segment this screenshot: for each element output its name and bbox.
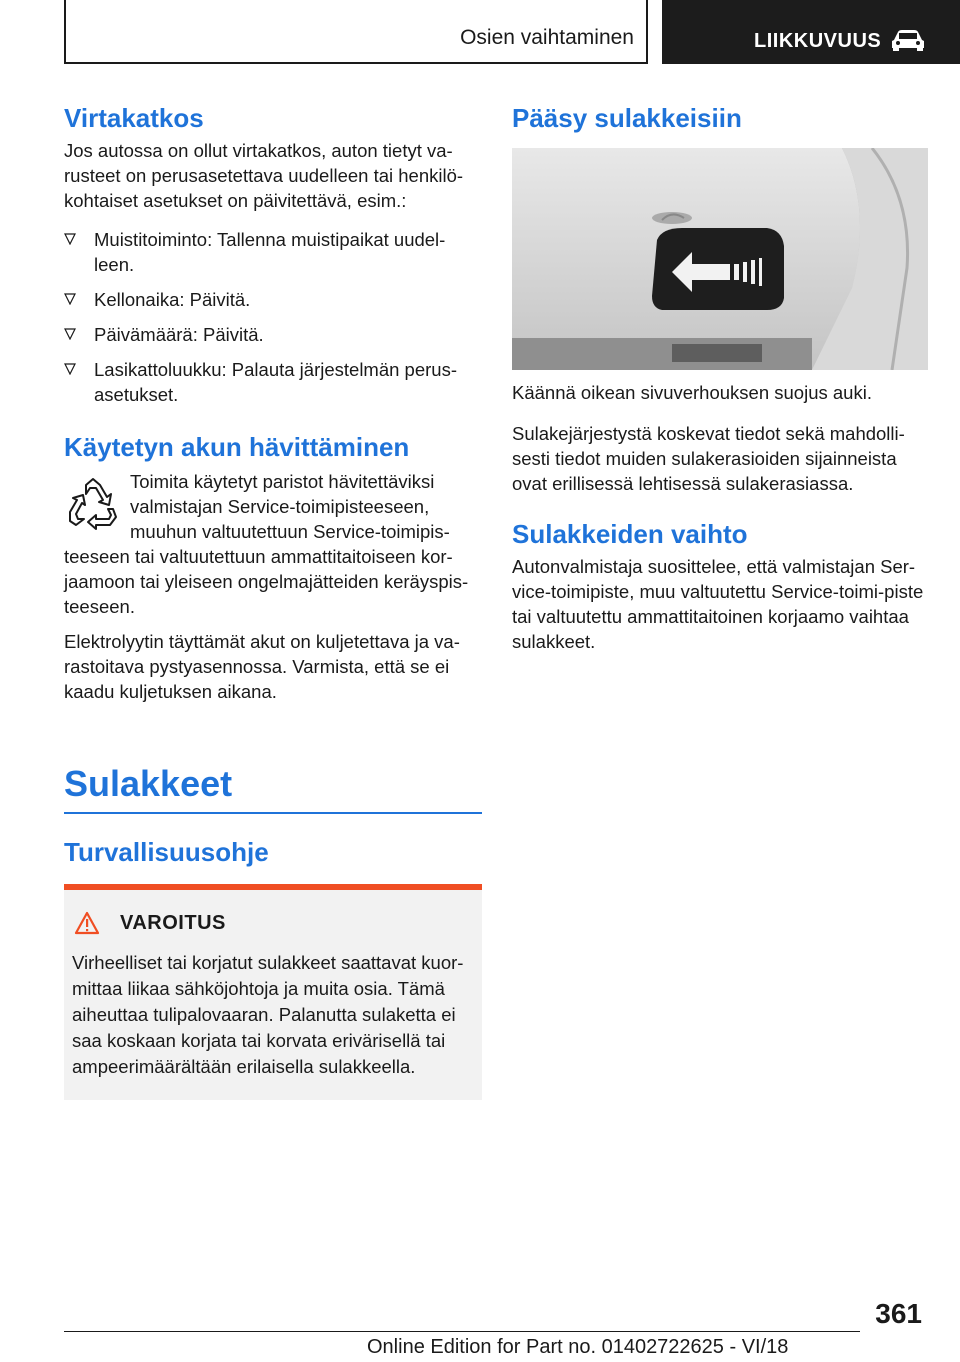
disposal-paragraph-2: Elektrolyytin täyttämät akut on kuljetettava ja va-rastoitava pystyasennossa. Varmista, että se ei kaadu kuljetuksen aikana.	[64, 631, 460, 702]
header-chapter-tab	[662, 0, 960, 64]
section-title-fuse-replace: Sulakkeiden vaihto	[512, 519, 748, 549]
list-item: Kellonaika: Päivitä.	[64, 287, 482, 312]
triangle-bullet-icon	[64, 233, 76, 245]
warning-box	[64, 884, 482, 1100]
photo-caption: Käännä oikean sivuverhouksen suojus auki.	[512, 382, 872, 403]
header-frame	[64, 0, 648, 64]
warning-triangle-icon	[74, 911, 100, 935]
triangle-bullet-icon	[64, 328, 76, 340]
footer-rule	[64, 1331, 860, 1332]
warning-title: VAROITUS	[120, 911, 226, 934]
section-title-fuse-access: Pääsy sulakkeisiin	[512, 103, 742, 133]
page-number: 361	[875, 1298, 922, 1329]
fuse-access-paragraph: Sulakejärjestystä koskevat tiedot sekä mahdolli-sesti tiedot muiden sulakerasioiden sijainneista ovat erillisessä lehtisessä sulakerasiassa.	[512, 423, 905, 494]
subsection-title-safety: Turvallisuusohje	[64, 837, 269, 867]
fuse-replace-paragraph: Autonvalmistaja suosittelee, että valmistajan Ser-vice-toimipiste, muu valtuutettu Service-toimi-piste tai valtuutettu ammattitaitoinen korjaamo vaihtaa sulakkeet.	[512, 556, 924, 652]
list-item: Muistitoiminto: Tallenna muistipaikat uudel-leen.	[64, 227, 482, 277]
fuse-cover-photo	[512, 148, 928, 370]
footer-edition: Online Edition for Part no. 01402722625 - VI/18	[367, 1336, 789, 1358]
right-column	[512, 100, 930, 654]
disposal-paragraph: Toimita käytetyt paristot hävitettäviksi valmistajan Service-toimipisteeseen, muuhun valtuutettuun Service-toimipis-teeseen tai valtuutettuun ammattitaitoiseen kor-jaamoon tai yleiseen ongelmajätteiden keräyspis-teeseen.	[64, 471, 469, 617]
section-title-virtakatkos: Virtakatkos	[64, 103, 204, 133]
triangle-bullet-icon	[64, 363, 76, 375]
list-item: Lasikattoluukku: Palauta järjestelmän perus-asetukset.	[64, 357, 482, 407]
fuses-title-rule	[64, 812, 482, 814]
header-chapter-label: LIIKKUVUUS	[754, 30, 882, 52]
triangle-bullet-icon	[64, 293, 76, 305]
section-title-fuses: Sulakkeet	[64, 763, 233, 804]
warning-text: Virheelliset tai korjatut sulakkeet saattavat kuor-mittaa liikaa sähköjohtoja ja muita osia. Tämä aiheuttaa tulipalovaaran. Palanutta sulaketta ei saa koskaan korjata tai korvata erivärisellä tai ampeerimäärältään erilaisella sulakkeella.	[72, 952, 464, 1077]
recycle-icon	[64, 475, 122, 533]
header-section-title: Osien vaihtaminen	[460, 26, 634, 49]
virtakatkos-list	[64, 227, 482, 407]
left-column	[64, 100, 482, 1100]
list-item: Päivämäärä: Päivitä.	[64, 322, 482, 347]
virtakatkos-intro: Jos autossa on ollut virtakatkos, auton tietyt va-rusteet on perusasetettava uudelleen tai henkilö-kohtaiset asetukset on päivitettävä, esim.:	[64, 140, 464, 211]
section-title-battery-disposal: Käytetyn akun hävittäminen	[64, 432, 410, 462]
car-icon	[890, 28, 926, 52]
warning-header	[64, 890, 482, 936]
